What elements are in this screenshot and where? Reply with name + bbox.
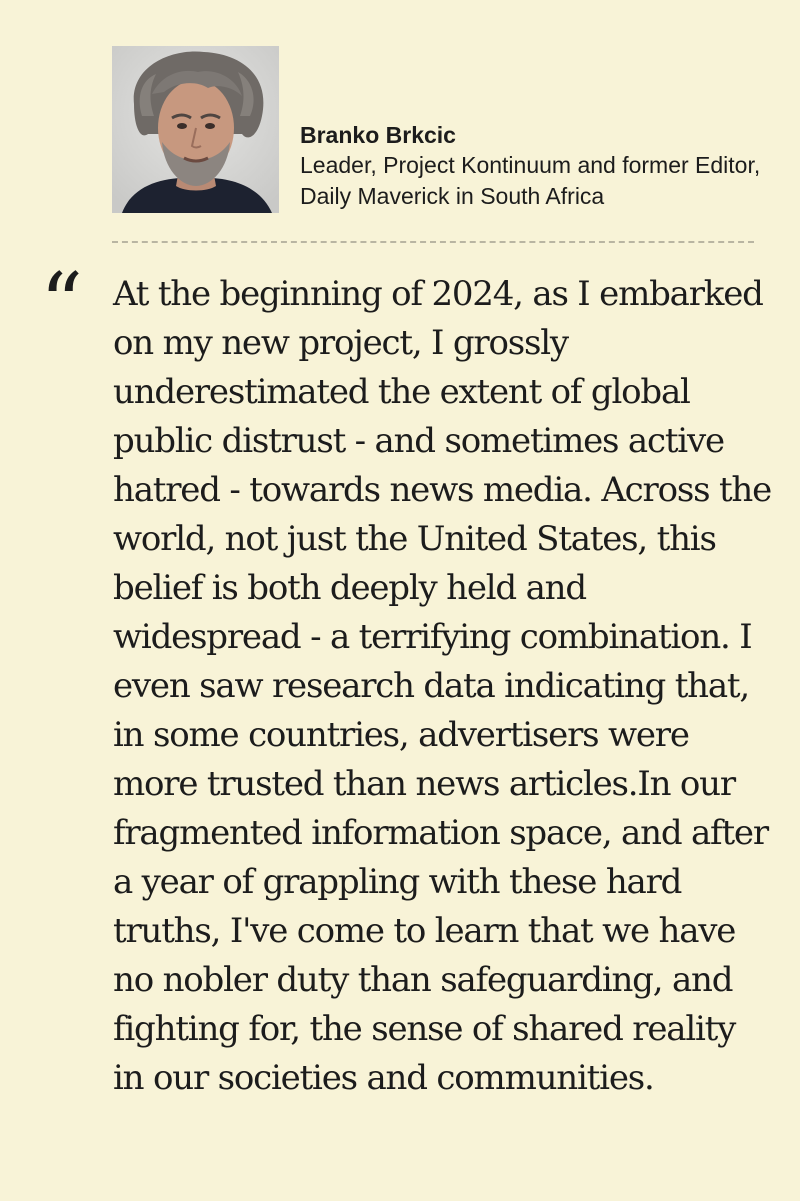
dashed-divider <box>112 241 754 243</box>
quote-text: At the beginning of 2024, as I embarked on my new project, I grossly underestimated the extent of global public distrust - and sometimes active hatred - towards news media. Across the world, not just the United States, this belief is both deeply held and widespread - a terrifying combination. I even saw research data indicating that, in some countries, advertisers were more trusted than news articles.In our fragmented information space, and after a year of grappling with these hard truths, I've come to learn that we have no nobler duty than safeguarding, and fighting for, the sense of shared reality in our societies and communities. <box>113 274 772 1098</box>
author-photo <box>112 46 279 213</box>
quote-mark-icon: “ <box>40 255 83 353</box>
author-byline <box>300 120 780 212</box>
author-role: Leader, Project Kontinuum and former Editor, Daily Maverick in South Africa <box>300 152 761 209</box>
portrait-photo-icon <box>112 46 279 213</box>
author-name: Branko Brkcic <box>300 122 456 148</box>
